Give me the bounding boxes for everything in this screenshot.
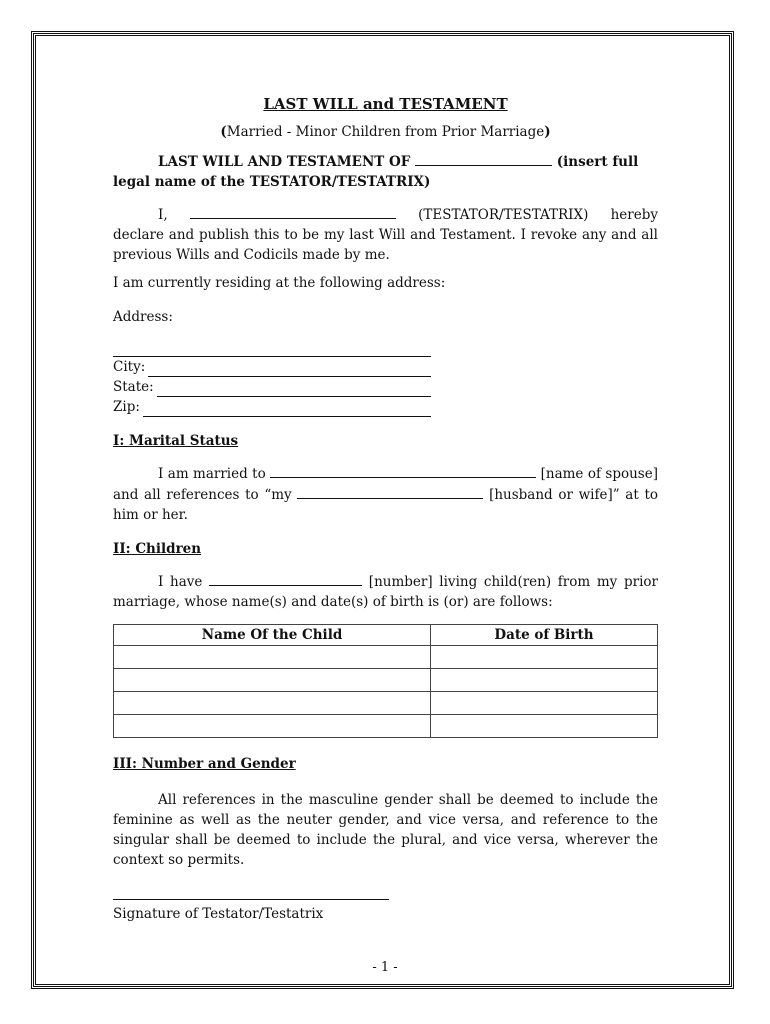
children-heading: II: Children <box>113 541 202 557</box>
page-number: - 1 - <box>372 960 398 975</box>
city-field[interactable]: City: <box>113 357 431 377</box>
address-label: Address: <box>113 309 173 325</box>
child-name-cell[interactable] <box>114 692 431 715</box>
children-paragraph: I have [number] living child(ren) from my prior marriage, whose name(s) and date(s) of birth is (or) are follows: <box>113 571 658 612</box>
table-row <box>114 692 658 715</box>
signature-line[interactable] <box>113 898 389 900</box>
document-body <box>113 94 658 924</box>
child-dob-cell[interactable] <box>431 669 658 692</box>
address-block <box>113 337 658 417</box>
testator-name-blank[interactable] <box>415 151 552 166</box>
signature-label: Signature of Testator/Testatrix <box>113 906 324 922</box>
child-dob-cell[interactable] <box>431 646 658 669</box>
children-count-blank[interactable] <box>209 571 362 586</box>
table-row <box>114 669 658 692</box>
child-name-cell[interactable] <box>114 646 431 669</box>
table-header-row <box>114 625 658 646</box>
gender-paragraph: All references in the masculine gender shall be deemed to include the feminine as well as the neuter gender, and vice versa, and reference to the singular shall be deemed to include the plural, and vice versa, wherever the context so permits. <box>113 792 658 868</box>
spouse-term-blank[interactable] <box>297 484 483 499</box>
document-title: LAST WILL and TESTAMENT <box>263 95 508 113</box>
spouse-name-blank[interactable] <box>270 463 536 478</box>
residence-text: I am currently residing at the following address: <box>113 275 446 291</box>
marital-paragraph: I am married to [name of spouse] and all references to “my [husband or wife]” at to him or her. <box>113 463 658 525</box>
subtitle-text: Married - Minor Children from Prior Marriage <box>226 124 545 140</box>
address-line[interactable] <box>113 337 431 357</box>
table-row <box>114 715 658 738</box>
child-dob-cell[interactable] <box>431 692 658 715</box>
document-subtitle: (Married - Minor Children from Prior Marriage) <box>220 124 551 140</box>
gender-heading: III: Number and Gender <box>113 756 296 772</box>
child-name-cell[interactable] <box>114 669 431 692</box>
declarant-name-blank[interactable] <box>190 204 396 219</box>
child-dob-cell[interactable] <box>431 715 658 738</box>
children-table <box>113 624 658 738</box>
declaration-paragraph: I, (TESTATOR/TESTATRIX) hereby declare and publish this to be my last Will and Testament. I revoke any and all previous Wills and Codicils made by me. <box>113 204 658 265</box>
state-field[interactable]: State: <box>113 377 431 397</box>
marital-status-heading: I: Marital Status <box>113 433 239 449</box>
column-header-name: Name Of the Child <box>114 625 431 646</box>
testator-heading: LAST WILL AND TESTAMENT OF (insert full legal name of the TESTATOR/TESTATRIX) <box>113 151 658 192</box>
child-name-cell[interactable] <box>114 715 431 738</box>
column-header-dob: Date of Birth <box>431 625 658 646</box>
table-row <box>114 646 658 669</box>
zip-field[interactable]: Zip: <box>113 397 431 417</box>
